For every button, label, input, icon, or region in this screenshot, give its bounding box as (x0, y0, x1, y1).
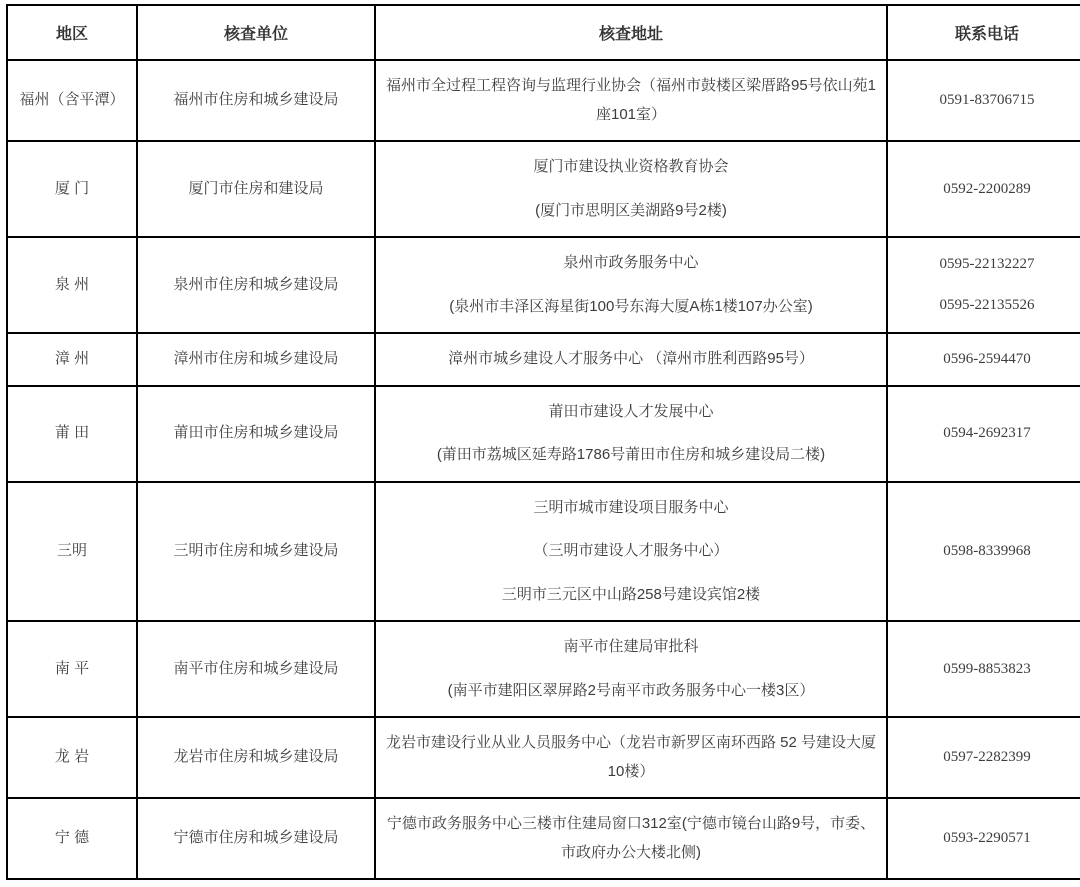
column-header-phone: 联系电话 (887, 5, 1080, 60)
phone-cell (887, 386, 1080, 482)
phone-number: 0597-2282399 (943, 749, 1031, 765)
phone-cell (887, 141, 1080, 237)
region-cell: 南 平 (7, 621, 137, 717)
address-line: 南平市住建局审批科 (563, 638, 699, 655)
column-header-address: 核查地址 (375, 5, 887, 60)
table-body (7, 60, 1080, 879)
address-line: （三明市建设人才服务中心） (533, 542, 729, 559)
address-line: (莆田市荔城区延寿路1786号莆田市住房和城乡建设局二楼) (436, 446, 826, 463)
region-cell: 厦 门 (7, 141, 137, 237)
phone-cell (887, 237, 1080, 333)
table-row (7, 482, 1080, 622)
phone-number: 0595-22135526 (939, 297, 1035, 313)
table-row (7, 333, 1080, 386)
table-row (7, 798, 1080, 879)
phone-number: 0592-2200289 (943, 180, 1031, 197)
region-cell: 福州（含平潭） (7, 60, 137, 141)
unit-cell: 福州市住房和城乡建设局 (137, 60, 375, 141)
phone-number: 0595-22132227 (939, 256, 1035, 272)
verification-contact-table (6, 4, 1080, 880)
address-line: 漳州市城乡建设人才服务中心 （漳州市胜利西路95号） (448, 350, 814, 367)
phone-number: 0598-8339968 (943, 542, 1031, 559)
address-line: (南平市建阳区翠屏路2号南平市政务服务中心一楼3区） (447, 681, 815, 699)
phone-cell (887, 482, 1080, 622)
address-line: (厦门市思明区美湖路9号2楼) (535, 201, 727, 219)
address-line: 厦门市建设执业资格教育协会 (533, 158, 729, 175)
address-cell (375, 141, 887, 237)
unit-cell: 厦门市住房和建设局 (137, 141, 375, 237)
table-row (7, 717, 1080, 798)
unit-cell: 南平市住房和城乡建设局 (137, 621, 375, 717)
table-row (7, 621, 1080, 717)
phone-cell (887, 60, 1080, 141)
address-line: 泉州市政务服务中心 (563, 254, 699, 271)
address-cell (375, 482, 887, 622)
table-row (7, 386, 1080, 482)
address-line: 三明市三元区中山路258号建设宾馆2楼 (501, 585, 761, 603)
phone-cell (887, 798, 1080, 879)
phone-number: 0591-83706715 (939, 92, 1035, 108)
address-line: 龙岩市建设行业从业人员服务中心（龙岩市新罗区南环西路 52 号建设大厦10楼） (385, 734, 877, 780)
address-cell (375, 621, 887, 717)
table-row (7, 141, 1080, 237)
address-cell (375, 717, 887, 798)
unit-cell: 泉州市住房和城乡建设局 (137, 237, 375, 333)
unit-cell: 龙岩市住房和城乡建设局 (137, 717, 375, 798)
region-cell: 漳 州 (7, 333, 137, 386)
region-cell: 三明 (7, 482, 137, 622)
unit-cell: 三明市住房和城乡建设局 (137, 482, 375, 622)
phone-number: 0594-2692317 (943, 425, 1031, 441)
phone-cell (887, 333, 1080, 386)
address-line: 三明市城市建设项目服务中心 (533, 498, 729, 516)
unit-cell: 漳州市住房和城乡建设局 (137, 333, 375, 386)
address-line: 福州市全过程工程咨询与监理行业协会（福州市鼓楼区梁厝路95号依山苑1座101室） (385, 77, 877, 123)
region-cell: 龙 岩 (7, 717, 137, 798)
phone-cell (887, 717, 1080, 798)
phone-number: 0596-2594470 (943, 350, 1031, 367)
address-cell (375, 386, 887, 482)
address-cell (375, 798, 887, 879)
region-cell: 莆 田 (7, 386, 137, 482)
phone-number: 0593-2290571 (943, 830, 1031, 846)
phone-number: 0599-8853823 (943, 660, 1031, 677)
region-cell: 宁 德 (7, 798, 137, 879)
unit-cell: 宁德市住房和城乡建设局 (137, 798, 375, 879)
phone-cell (887, 621, 1080, 717)
address-cell (375, 333, 887, 386)
address-cell (375, 237, 887, 333)
header-row (7, 5, 1080, 60)
column-header-region: 地区 (7, 5, 137, 60)
address-line: 宁德市政务服务中心三楼市住建局窗口312室(宁德市镜台山路9号，市委、市政府办公大楼北侧) (386, 815, 876, 861)
column-header-unit: 核查单位 (137, 5, 375, 60)
address-cell (375, 60, 887, 141)
table-row (7, 60, 1080, 141)
unit-cell: 莆田市住房和城乡建设局 (137, 386, 375, 482)
address-line: 莆田市建设人才发展中心 (548, 402, 714, 420)
region-cell: 泉 州 (7, 237, 137, 333)
table-row (7, 237, 1080, 333)
address-line: (泉州市丰泽区海星街100号东海大厦A栋1楼107办公室) (449, 297, 813, 315)
